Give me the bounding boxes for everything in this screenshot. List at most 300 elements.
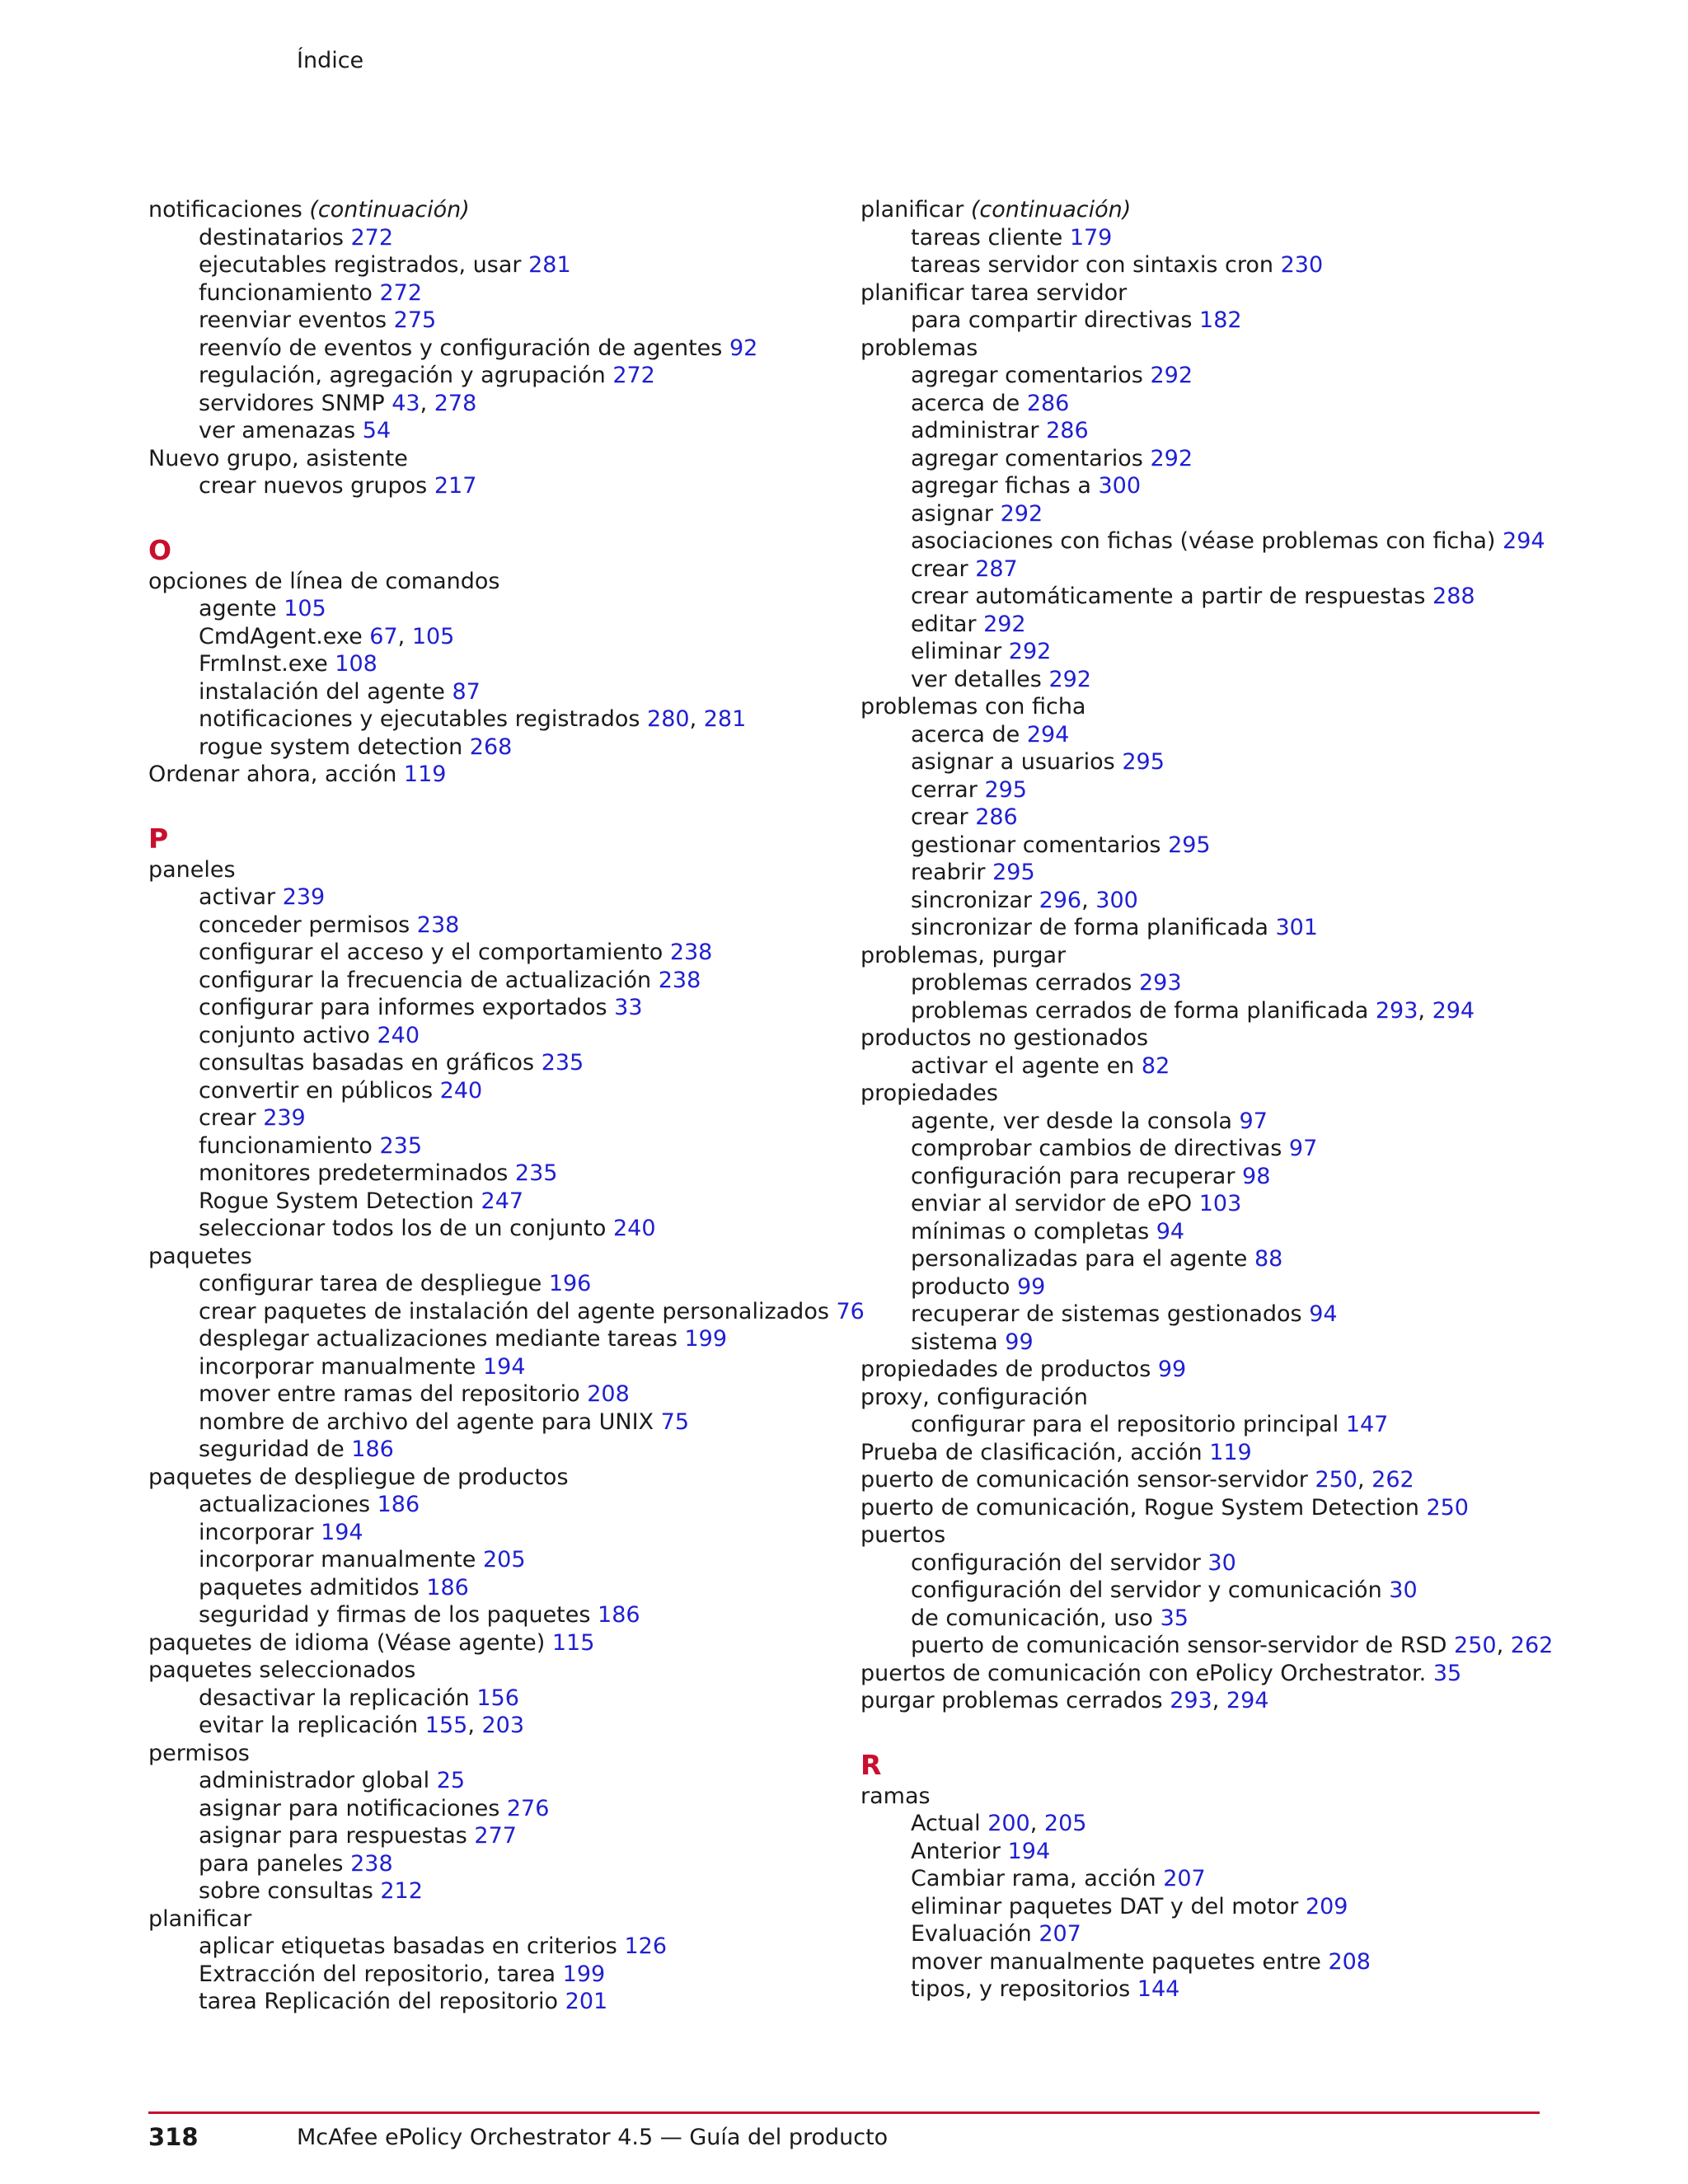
subentry-term: crear paquetes de instalación del agente personalizados [199,1298,829,1324]
page-link[interactable]: 272 [350,224,394,251]
page-link[interactable]: 25 [436,1768,466,1793]
page-link[interactable]: 186 [377,1492,420,1517]
index-subentry [148,1188,841,1216]
index-subentry [148,1712,841,1740]
page-link[interactable]: 293 [1170,1688,1212,1713]
page-link[interactable]: 293 [1375,997,1418,1024]
page-link[interactable]: 201 [565,1989,608,2014]
page-link[interactable]: 33 [614,995,643,1020]
subentry-term: sobre consultas [199,1878,373,1904]
index-subentry [860,555,1602,583]
page-link[interactable]: 294 [1226,1688,1269,1713]
index-subentry [860,1135,1602,1163]
page-link[interactable]: 238 [658,967,701,993]
page-link[interactable]: 87 [452,678,481,705]
page-link[interactable]: 205 [1043,1811,1087,1836]
subentry-term: convertir en públicos [199,1077,434,1104]
page-link[interactable]: 277 [474,1823,517,1849]
entry-term: problemas [860,335,978,361]
entry-term: problemas, purgar [860,942,1067,968]
subentry-term: ejecutables registrados, usar [199,252,522,278]
index-subentry [860,1865,1602,1893]
entry-term: puertos de comunicación con ePolicy Orchestrator. [860,1660,1427,1686]
page-link[interactable]: 292 [1048,666,1091,692]
index-letter-group [148,196,841,500]
subentry-term: tareas servidor con sintaxis cron [911,252,1274,278]
subentry-term: Cambiar rama, acción [911,1866,1156,1891]
subentry-term: configurar para el repositorio principal [911,1412,1339,1437]
index-entry [860,1356,1602,1384]
index-subentry [860,1245,1602,1273]
index-subentry [860,224,1602,252]
page-link[interactable]: 238 [350,1850,393,1877]
page-link[interactable]: 300 [1095,887,1138,913]
subentry-term: paquetes admitidos [199,1574,420,1601]
page-link[interactable]: 250 [1315,1467,1357,1493]
subentry-term: sincronizar de forma planificada [911,915,1268,940]
subentry-term: notificaciones y ejecutables registrados [199,706,640,732]
page-link[interactable]: 196 [548,1271,592,1296]
page-link[interactable]: 94 [1309,1301,1338,1327]
page-link[interactable]: 247 [481,1188,524,1214]
page-link[interactable]: 272 [612,363,655,388]
page-link[interactable]: 240 [612,1216,656,1241]
subentry-term: eliminar paquetes DAT y del motor [911,1893,1299,1919]
subentry-term: problemas cerrados de forma planificada [911,997,1369,1024]
continuation-note: (continuación) [309,197,470,223]
subentry-term: enviar al servidor de ePO [911,1191,1193,1216]
page-link[interactable]: 250 [1454,1633,1497,1658]
subentry-term: incorporar manualmente [199,1353,476,1380]
subentry-term: agregar comentarios [911,445,1143,471]
index-subentry [860,417,1602,445]
page-link[interactable]: 262 [1372,1467,1414,1493]
subentry-term: acerca de [911,390,1020,416]
index-subentry [148,912,841,940]
page-separator: , [1029,1811,1044,1836]
index-subentry [148,939,841,967]
subentry-term: desactivar la replicación [199,1685,470,1711]
page-separator: , [1081,887,1096,913]
index-subentry [148,994,841,1022]
page-link[interactable]: 30 [1389,1577,1418,1603]
page-link[interactable]: 235 [514,1160,558,1186]
index-letter-group [860,196,1602,1715]
index-subentry [860,776,1602,804]
page-link[interactable]: 294 [1503,528,1545,554]
entry-term: paquetes de despliegue de productos [148,1464,569,1490]
page-link[interactable]: 240 [439,1077,483,1104]
entry-term: puerto de comunicación sensor-servidor [860,1467,1308,1493]
page-link[interactable]: 82 [1141,1052,1170,1079]
page-link[interactable]: 209 [1305,1893,1348,1919]
index-subentry [860,527,1602,555]
index-subentry [860,721,1602,749]
subentry-term: comprobar cambios de directivas [911,1136,1282,1161]
page-link[interactable]: 235 [379,1132,423,1159]
page-link[interactable]: 115 [551,1629,595,1656]
page-link[interactable]: 208 [1328,1948,1371,1975]
index-letter-group [860,1748,1602,2004]
subentry-term: agente [199,596,277,621]
subentry-term: administrar [911,418,1039,443]
entry-term: paquetes seleccionados [148,1657,416,1683]
footer-title: McAfee ePolicy Orchestrator 4.5 — Guía del producto [297,2125,889,2150]
index-subentry [148,224,841,252]
subentry-term: actualizaciones [199,1492,371,1517]
index-subentry [148,472,841,500]
index-subentry [860,859,1602,887]
page-link[interactable]: 217 [434,473,477,499]
subentry-term: activar el agente en [911,1052,1135,1079]
entry-term: propiedades [860,1080,998,1106]
index-subentry [860,583,1602,611]
page-separator: , [1357,1467,1372,1493]
subentry-term: administrador global [199,1768,430,1793]
index-subentry [860,445,1602,473]
index-entry [148,1657,841,1685]
index-subentry [860,1632,1602,1660]
index-subentry [860,611,1602,639]
index-subentry [860,748,1602,776]
page-link[interactable]: 205 [483,1547,526,1572]
index-subentry [148,678,841,706]
index-subentry [148,1767,841,1795]
index-subentry [860,1605,1602,1633]
subentry-term: para compartir directivas [911,307,1193,333]
index-subentry [860,1948,1602,1976]
index-entry [148,1243,841,1271]
subentry-term: conceder permisos [199,912,410,938]
page-link[interactable]: 300 [1098,473,1142,499]
entry-term: planificar [148,1905,252,1932]
page-link[interactable]: 286 [1026,390,1070,416]
page-link[interactable]: 295 [992,860,1035,885]
index-subentry [148,1933,841,1961]
page-link[interactable]: 54 [362,418,392,443]
subentry-term: Actual [911,1811,981,1836]
subentry-term: asociaciones con fichas (véase problemas con ficha) [911,528,1496,554]
subentry-term: mínimas o completas [911,1218,1150,1244]
page-separator: , [1418,997,1432,1024]
subentry-term: sistema [911,1329,998,1355]
page-link[interactable]: 98 [1242,1163,1271,1189]
index-entry [860,1521,1602,1549]
subentry-term: funcionamiento [199,1132,373,1159]
index-subentry [148,1215,841,1243]
index-subentry [860,1810,1602,1838]
page-separator: , [1212,1688,1226,1713]
subentry-term: agregar fichas a [911,473,1091,499]
index-entry [860,1660,1602,1688]
subentry-term: crear nuevos grupos [199,473,428,499]
page-link[interactable]: 294 [1026,721,1070,748]
index-subentry [148,1877,841,1905]
index-subentry [148,733,841,762]
page-link[interactable]: 99 [1157,1357,1187,1382]
page-link[interactable]: 99 [1016,1273,1046,1300]
entry-term: paquetes de idioma (Véase agente) [148,1629,546,1656]
subentry-term: producto [911,1273,1010,1300]
page-link[interactable]: 119 [1209,1439,1252,1465]
page-link[interactable]: 212 [380,1878,423,1904]
index-subentry [148,1298,865,1326]
subentry-term: activar [199,884,276,910]
page-link[interactable]: 295 [1168,832,1211,858]
page-link[interactable]: 296 [1039,887,1082,913]
subentry-term: evitar la replicación [199,1713,419,1738]
index-entry [860,1384,1602,1412]
index-entry [860,1439,1602,1467]
subentry-term: servidores SNMP [199,390,385,416]
index-subentry [148,1491,841,1519]
index-subentry [148,1077,841,1105]
subentry-term: eliminar [911,639,1002,664]
page-link[interactable]: 287 [975,555,1018,582]
page-link[interactable]: 67 [369,623,398,649]
subentry-term: agregar comentarios [911,363,1143,388]
subentry-term: conjunto activo [199,1022,370,1048]
index-subentry [148,1408,841,1436]
page-link[interactable]: 155 [424,1713,468,1738]
page-link[interactable]: 276 [506,1795,550,1821]
page-link[interactable]: 292 [1000,500,1043,527]
entry-term: problemas con ficha [860,694,1086,719]
page-link[interactable]: 144 [1137,1976,1180,2002]
index-subentry [860,1163,1602,1191]
page-link[interactable]: 288 [1432,583,1475,609]
page-link[interactable]: 147 [1345,1412,1389,1437]
index-entry [148,196,841,224]
subentry-term: crear [199,1105,256,1131]
index-column-left [148,196,865,2016]
subentry-term: reenvío de eventos y configuración de agentes [199,335,723,361]
index-subentry [148,623,841,651]
page-link[interactable]: 194 [483,1353,526,1380]
page-link[interactable]: 182 [1199,307,1242,333]
index-subentry [860,1052,1602,1080]
index-subentry [860,1549,1602,1577]
page-link[interactable]: 239 [263,1105,306,1131]
subentry-term: gestionar comentarios [911,832,1161,858]
page-link[interactable]: 208 [587,1381,630,1407]
page-link[interactable]: 88 [1254,1246,1283,1272]
index-subentry [148,1850,841,1878]
page-link[interactable]: 292 [1150,445,1193,471]
page-separator: , [397,623,412,649]
page-link[interactable]: 278 [434,390,477,416]
subentry-term: reabrir [911,860,986,885]
index-subentry [860,251,1602,279]
index-subentry [148,1436,841,1464]
page-link[interactable]: 295 [1122,749,1165,775]
page-link[interactable]: 199 [684,1326,728,1352]
page-link[interactable]: 194 [1007,1838,1051,1864]
entry-term: ramas [860,1783,931,1809]
page-link[interactable]: 238 [669,940,713,965]
page-link[interactable]: 94 [1156,1218,1185,1244]
entry-term: proxy, configuración [860,1384,1088,1410]
index-subentry [860,1301,1602,1329]
subentry-term: monitores predeterminados [199,1160,509,1186]
index-entry [148,1905,841,1933]
page-link[interactable]: 103 [1198,1191,1242,1216]
index-subentry [148,251,841,279]
subentry-term: Rogue System Detection [199,1188,474,1214]
section-letter: R [860,1748,882,1781]
index-subentry [860,1411,1602,1439]
index-entry [860,1494,1602,1522]
page-link[interactable]: 281 [528,252,571,278]
index-subentry [860,1190,1602,1218]
subentry-term: tipos, y repositorios [911,1976,1131,2002]
entry-term: productos no gestionados [860,1025,1149,1051]
index-entry [860,942,1602,970]
page-link[interactable]: 92 [729,335,758,361]
subentry-term: asignar para respuestas [199,1823,467,1849]
page-link[interactable]: 239 [282,884,326,910]
subentry-term: instalación del agente [199,678,445,705]
index-subentry [148,1519,841,1547]
page-link[interactable]: 126 [624,1933,668,1959]
page-link[interactable]: 286 [1046,418,1089,443]
page-link[interactable]: 207 [1163,1866,1206,1891]
index-column-right [860,196,1602,2004]
subentry-term: Evaluación [911,1921,1032,1947]
footer-rule [148,2111,1540,2114]
page-link[interactable]: 186 [426,1574,469,1601]
subentry-term: agente, ver desde la consola [911,1108,1232,1134]
index-subentry [860,914,1602,942]
page-link[interactable]: 35 [1160,1605,1189,1631]
page-link[interactable]: 280 [647,706,690,732]
page-link[interactable]: 235 [541,1050,584,1076]
entry-term: Nuevo grupo, asistente [148,445,408,471]
entry-term: purgar problemas cerrados [860,1688,1163,1713]
index-entry [860,335,1602,363]
page-link[interactable]: 286 [975,804,1018,830]
index-subentry [860,1975,1602,2004]
page-link[interactable]: 97 [1239,1108,1268,1134]
page-link[interactable]: 275 [393,307,437,333]
page-link[interactable]: 292 [1008,639,1052,664]
index-subentry [860,500,1602,528]
page-link[interactable]: 292 [1150,363,1193,388]
page-link[interactable]: 293 [1138,970,1182,996]
page-link[interactable]: 76 [836,1298,865,1324]
subentry-term: mover entre ramas del repositorio [199,1381,580,1407]
subentry-term: crear automáticamente a partir de respuestas [911,583,1426,609]
subentry-term: puerto de comunicación sensor-servidor de RSD [911,1633,1447,1658]
subentry-term: sincronizar [911,887,1032,913]
subentry-term: mover manualmente paquetes entre [911,1948,1321,1975]
index-subentry [860,1108,1602,1136]
page-link[interactable]: 292 [983,611,1026,637]
index-entry [860,1466,1602,1494]
page-link[interactable]: 179 [1069,224,1113,251]
index-subentry [148,1988,841,2016]
index-entry [860,1024,1602,1052]
page-link[interactable]: 203 [481,1713,525,1738]
page-link[interactable]: 295 [984,776,1027,803]
index-subentry [860,804,1602,832]
page-link[interactable]: 294 [1432,997,1475,1024]
subentry-term: para paneles [199,1850,344,1877]
entry-term: propiedades de productos [860,1357,1151,1382]
subentry-term: seguridad de [199,1436,345,1462]
page-link[interactable]: 43 [392,390,420,416]
page-link[interactable]: 108 [335,651,377,677]
page-link[interactable]: 105 [284,596,326,621]
page-link[interactable]: 262 [1510,1633,1554,1658]
entry-term: notificaciones [148,197,302,223]
subentry-term: problemas cerrados [911,970,1132,996]
page-link[interactable]: 272 [379,279,423,306]
running-head: Índice [297,48,364,73]
index-subentry [148,1795,841,1823]
page-link[interactable]: 240 [377,1022,420,1048]
page-link[interactable]: 105 [411,623,455,649]
subentry-term: cerrar [911,776,978,803]
page-link[interactable]: 35 [1432,1660,1462,1686]
subentry-term: asignar a usuarios [911,749,1115,775]
entry-term: Ordenar ahora, acción [148,762,397,787]
index-subentry [148,1270,841,1298]
page-link[interactable]: 199 [562,1961,606,1987]
page-link[interactable]: 97 [1288,1136,1318,1161]
index-subentry [860,1577,1602,1605]
page-link[interactable]: 268 [469,733,513,760]
page-link[interactable]: 207 [1039,1921,1081,1947]
subentry-term: regulación, agregación y agrupación [199,363,606,388]
subentry-term: editar [911,611,977,637]
page-link[interactable]: 200 [987,1811,1030,1836]
page-link[interactable]: 301 [1275,915,1318,940]
page-link[interactable]: 75 [660,1408,690,1435]
page-link[interactable]: 230 [1280,252,1324,278]
subentry-term: funcionamiento [199,279,373,306]
index-subentry [148,650,841,678]
page-link[interactable]: 186 [351,1436,394,1462]
page-link[interactable]: 119 [403,762,447,787]
entry-term: paneles [148,856,236,883]
page-separator: , [467,1713,482,1738]
entry-term: puerto de comunicación, Rogue System Detection [860,1494,1419,1521]
page-link[interactable]: 156 [476,1685,519,1711]
subentry-term: configuración del servidor [911,1549,1201,1576]
subentry-term: ver detalles [911,666,1042,692]
page-link[interactable]: 99 [1005,1329,1034,1355]
index-letter-group [148,822,865,2016]
page-number: 318 [148,2123,199,2151]
page-link[interactable]: 238 [416,912,460,938]
page-link[interactable]: 30 [1207,1549,1236,1576]
page-link[interactable]: 194 [321,1519,363,1545]
subentry-term: FrmInst.exe [199,651,328,677]
section-letter: P [148,822,169,855]
page-link[interactable]: 250 [1426,1494,1469,1521]
index-entry [860,1783,1602,1811]
subentry-term: rogue system detection [199,733,463,760]
index-subentry [860,362,1602,390]
page-link[interactable]: 281 [703,706,747,732]
index-subentry [148,1325,841,1353]
subentry-term: seguridad y firmas de los paquetes [199,1602,591,1628]
subentry-term: CmdAgent.exe [199,623,363,649]
subentry-term: configuración para recuperar [911,1163,1236,1189]
page-link[interactable]: 186 [598,1602,640,1628]
index-subentry [148,390,841,418]
